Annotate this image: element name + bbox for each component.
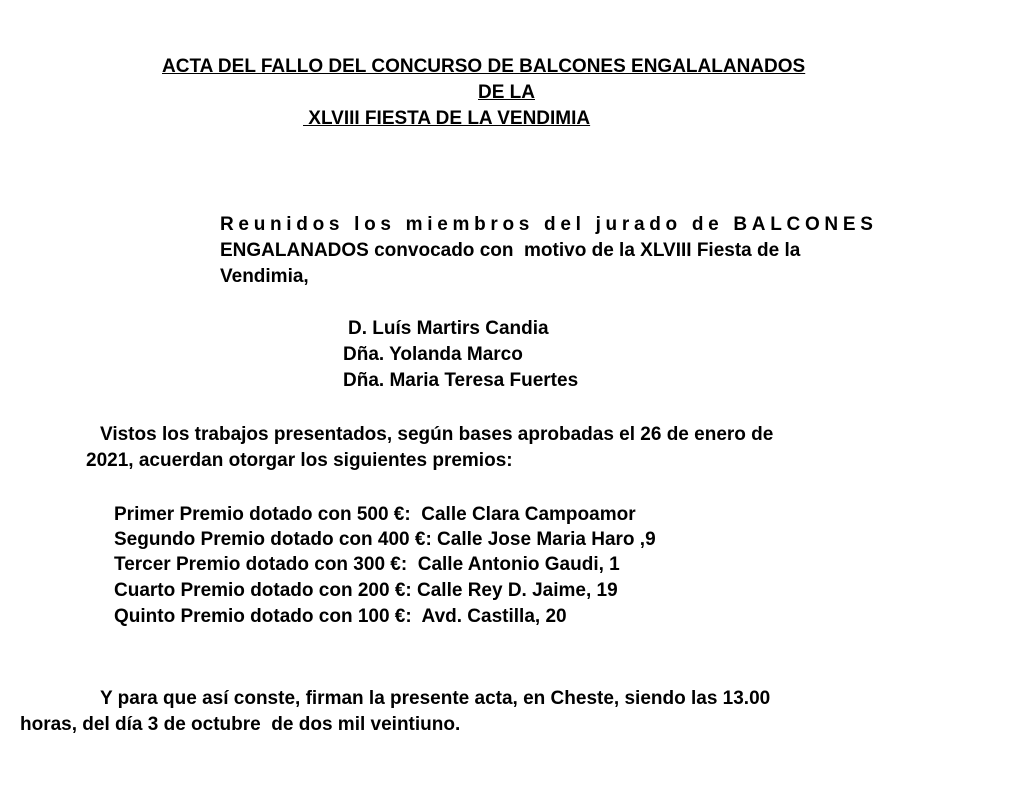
intro-line-1: Reunidos los miembros del jurado de BALCONES	[220, 214, 878, 235]
prize-item: Primer Premio dotado con 500 €: Calle Clara Campoamor	[114, 504, 636, 525]
jury-member: Dña. Maria Teresa Fuertes	[343, 370, 579, 391]
prize-item: Cuarto Premio dotado con 200 €: Calle Rey D. Jaime, 19	[114, 580, 618, 601]
jury-member: Dña. Yolanda Marco	[343, 344, 523, 365]
closing-line-2: horas, del día 3 de octubre de dos mil veintiuno.	[20, 714, 461, 735]
intro-line-3: Vendimia,	[220, 266, 309, 287]
intro-paragraph	[220, 212, 936, 290]
title-line-2: DE LA	[478, 82, 535, 103]
intro-line-2: ENGALANADOS convocado con motivo de la XLVIII Fiesta de la	[220, 240, 801, 261]
prize-item: Tercer Premio dotado con 300 €: Calle Antonio Gaudi, 1	[114, 554, 620, 575]
vistos-line-2: 2021, acuerdan otorgar los siguientes premios:	[86, 450, 513, 471]
title-line-1: ACTA DEL FALLO DEL CONCURSO DE BALCONES ENGALALANADOS	[162, 56, 806, 77]
closing-line-1: Y para que así conste, firman la presente acta, en Cheste, siendo las 13.00	[100, 688, 771, 709]
prize-item: Segundo Premio dotado con 400 €: Calle Jose Maria Haro ,9	[114, 529, 656, 550]
jury-member: D. Luís Martirs Candia	[348, 318, 549, 339]
title-line-3: XLVIII FIESTA DE LA VENDIMIA	[303, 108, 591, 129]
prize-item: Quinto Premio dotado con 100 €: Avd. Castilla, 20	[114, 606, 567, 627]
vistos-line-1: Vistos los trabajos presentados, según bases aprobadas el 26 de enero de	[100, 424, 774, 445]
